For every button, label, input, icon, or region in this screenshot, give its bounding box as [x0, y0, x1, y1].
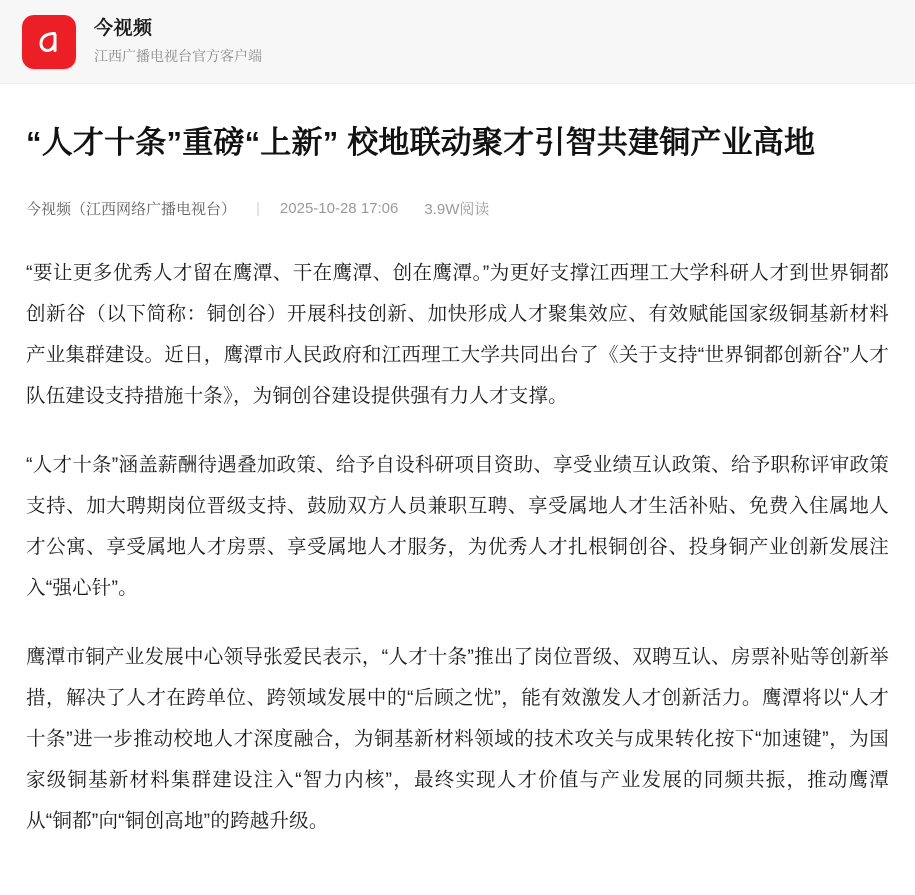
article-read-count: 3.9W阅读: [424, 201, 490, 218]
article-source: 今视频（江西网络广播电视台）: [26, 201, 237, 218]
article-meta: [26, 198, 889, 219]
article-paragraph: “人才十条”涵盖薪酬待遇叠加政策、给予自设科研项目资助、享受业绩互认政策、给予职称评审政策支持、加大聘期岗位晋级支持、鼓励双方人员兼职互聘、享受属地人才生活补贴、免费入住属地人才公寓、享受属地人才房票、享受属地人才服务，为优秀人才扎根铜创谷、投身铜产业创新发展注入“强心针”。: [26, 454, 889, 599]
app-header: [0, 0, 915, 84]
article-body: [0, 84, 915, 866]
header-text-block: [94, 16, 262, 67]
page-title: “人才十条”重磅“上新” 校地联动聚才引智共建铜产业高地: [26, 125, 816, 160]
app-title: 今视频: [94, 18, 153, 39]
article-date: 2025-10-28 17:06: [279, 200, 399, 217]
alpha-logo-icon: [22, 15, 76, 69]
meta-divider: |: [256, 200, 260, 217]
app-subtitle: 江西广播电视台官方客户端: [94, 48, 262, 64]
article-paragraph: “要让更多优秀人才留在鹰潭、干在鹰潭、创在鹰潭。”为更好支撑江西理工大学科研人才到世界铜都创新谷（以下简称：铜创谷）开展科技创新、加快形成人才聚集效应、有效赋能国家级铜基新材料产业集群建设。近日，鹰潭市人民政府和江西理工大学共同出台了《关于支持“世界铜都创新谷”人才队伍建设支持措施十条》，为铜创谷建设提供强有力人才支撑。: [26, 262, 889, 407]
article-paragraph: 鹰潭市铜产业发展中心领导张爱民表示，“人才十条”推出了岗位晋级、双聘互认、房票补贴等创新举措，解决了人才在跨单位、跨领域发展中的“后顾之忧”，能有效激发人才创新活力。鹰潭将以“人才十条”进一步推动校地人才深度融合，为铜基新材料领域的技术攻关与成果转化按下“加速键”，为国家级铜基新材料集群建设注入“智力内核”，最终实现人才价值与产业发展的同频共振，推动鹰潭从“铜都”向“铜创高地”的跨越升级。: [26, 646, 889, 832]
